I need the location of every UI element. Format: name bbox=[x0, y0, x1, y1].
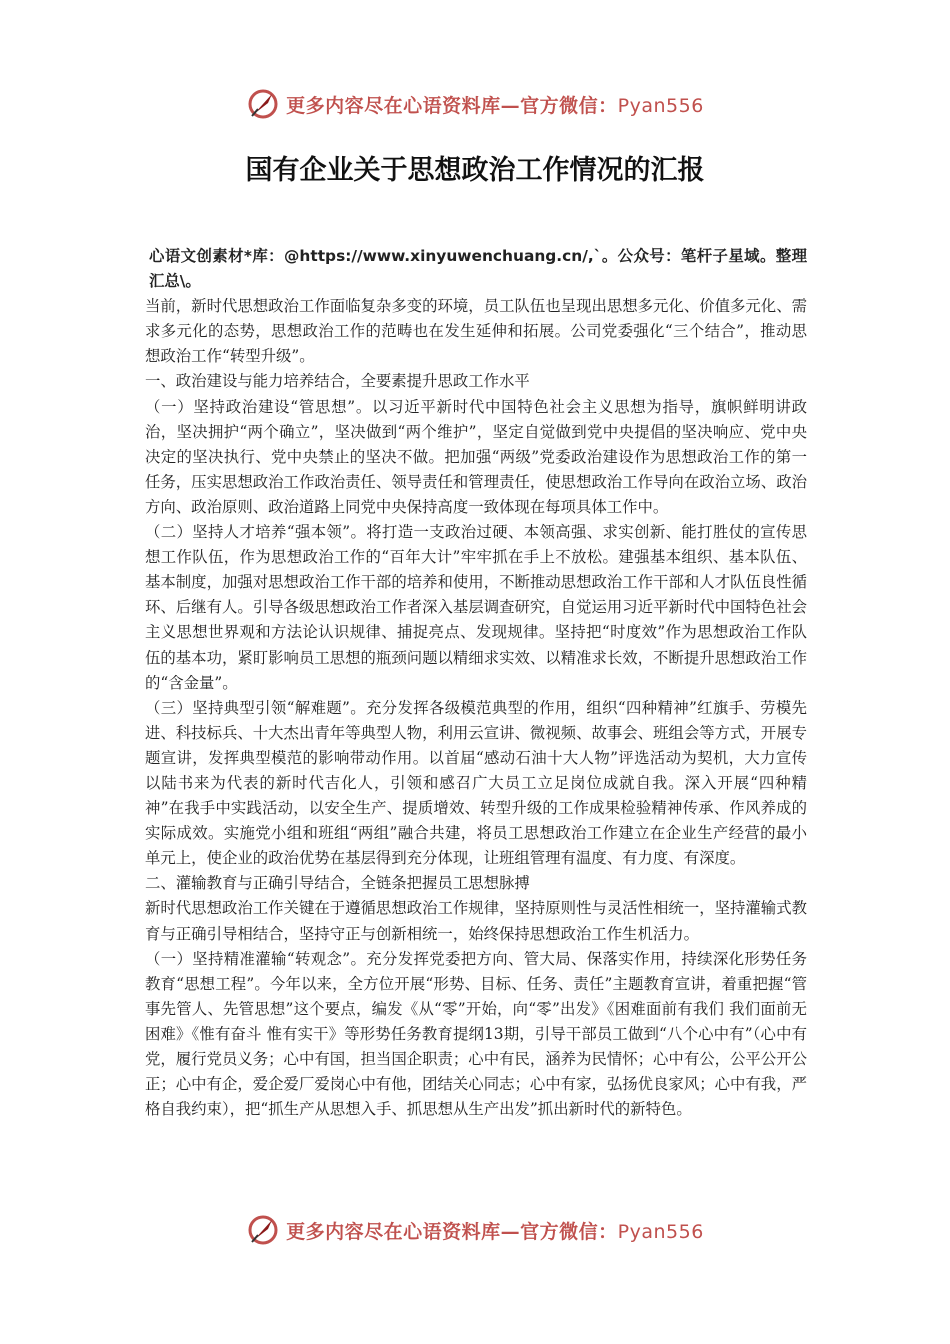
paragraph: （三）坚持典型引领“解难题”。充分发挥各级模范典型的作用，组织“四种精神”红旗手、劳模先进、科技标兵、十大杰出青年等典型人物，利用云宣讲、微视频、故事会、班组会等方式，开展专题宣讲，发挥典型模范的影响带动作用。以首届“感动石油十大人物”评选活动为契机，大力宣传以陆书来为代表的新时代吉化人，引领和感召广大员工立足岗位成就自我。深入开展“四种精神”在我手中实践活动，以安全生产、提质增效、转型升级的工作成果检验精神传承、作风养成的实际成效。实施党小组和班组“两组”融合共建，将员工思想政治工作建立在企业生产经营的最小单元上，使企业的政治优势在基层得到充分体现，让班组管理有温度、有力度、有深度。 bbox=[145, 698, 807, 868]
paragraph: （一）坚持政治建设“管思想”。以习近平新时代中国特色社会主义思想为指导，旗帜鲜明讲政治，坚决拥护“两个确立”，坚决做到“两个维护”，坚定自觉做到党中央提倡的坚决响应、党中央决定的坚决执行、党中央禁止的坚决不做。把加强“两级”党委政治建设作为思想政治工作的第一任务，压实思想政治工作政治责任、领导责任和管理责任，使思想政治工作导向在政治立场、政治方向、政治原则、政治道路上同党中央保持高度一致体现在每项具体工作中。 bbox=[145, 397, 807, 516]
section-heading: 一、政治建设与能力培养结合，全要素提升思政工作水平 bbox=[145, 372, 530, 391]
quill-logo-icon bbox=[246, 1213, 280, 1247]
document-title: 国有企业关于思想政治工作情况的汇报 bbox=[245, 155, 705, 186]
footer-banner-text: 更多内容尽在心语资料库—官方微信：Pyan556 bbox=[286, 1220, 704, 1243]
section-heading: 二、灌输教育与正确引导结合，全链条把握员工思想脉搏 bbox=[145, 874, 530, 893]
header-banner bbox=[0, 82, 950, 126]
paragraph: 新时代思想政治工作关键在于遵循思想政治工作规律，坚持原则性与灵活性相统一，坚持灌输式教育与正确引导相结合，坚持守正与创新相统一，始终保持思想政治工作生机活力。 bbox=[145, 899, 807, 943]
paragraph: （一）坚持精准灌输“转观念”。充分发挥党委把方向、管大局、保落实作用，持续深化形势任务教育“思想工程”。今年以来，全方位开展“形势、目标、任务、责任”主题教育宣讲，着重把握“管事先管人、先管思想”这个要点，编发《从“零”开始，向“零”出发》《困难面前有我们 我们面前无困难》《惟有奋斗 惟有实干》等形势任务教育提纲13期，引导干部员工做到“八个心中有”（心中有党，履行党员义务；心中有国，担当国企职责；心中有民，涵养为民情怀；心中有公，公平公开公正；心中有企，爱企爱厂爱岗心中有他，团结关心同志；心中有家，弘扬优良家风；心中有我，严格自我约束），把“抓生产从思想入手、抓思想从生产出发”抓出新时代的新特色。 bbox=[145, 949, 807, 1119]
paragraph: 当前，新时代思想政治工作面临复杂多变的环境，员工队伍也呈现出思想多元化、价值多元化、需求多元化的态势，思想政治工作的范畴也在发生延伸和拓展。公司党委强化“三个结合”，推动思想政治工作“转型升级”。 bbox=[145, 297, 807, 366]
source-line: 心语文创素材*库：@https://www.xinyuwenchuang.cn/,`。公众号：笔杆子星域。整理汇总\。 bbox=[149, 247, 807, 291]
document-body bbox=[145, 244, 807, 1122]
footer-banner bbox=[0, 1208, 950, 1252]
quill-logo-icon bbox=[246, 87, 280, 121]
paragraph: （二）坚持人才培养“强本领”。将打造一支政治过硬、本领高强、求实创新、能打胜仗的宣传思想工作队伍，作为思想政治工作的“百年大计”牢牢抓在手上不放松。建强基本组织、基本队伍、基本制度，加强对思想政治工作干部的培养和使用，不断推动思想政治工作干部和人才队伍良性循环、后继有人。引导各级思想政治工作者深入基层调查研究，自觉运用习近平新时代中国特色社会主义思想世界观和方法论认识规律、捕捉亮点、发现规律。坚持把“时度效”作为思想政治工作队伍的基本功，紧盯影响员工思想的瓶颈问题以精细求实效、以精准求长效，不断提升思想政治工作的“含金量”。 bbox=[145, 523, 807, 692]
header-banner-text: 更多内容尽在心语资料库—官方微信：Pyan556 bbox=[286, 94, 704, 117]
wechat-id: Pyan556 bbox=[617, 1220, 704, 1243]
wechat-id: Pyan556 bbox=[617, 94, 704, 117]
